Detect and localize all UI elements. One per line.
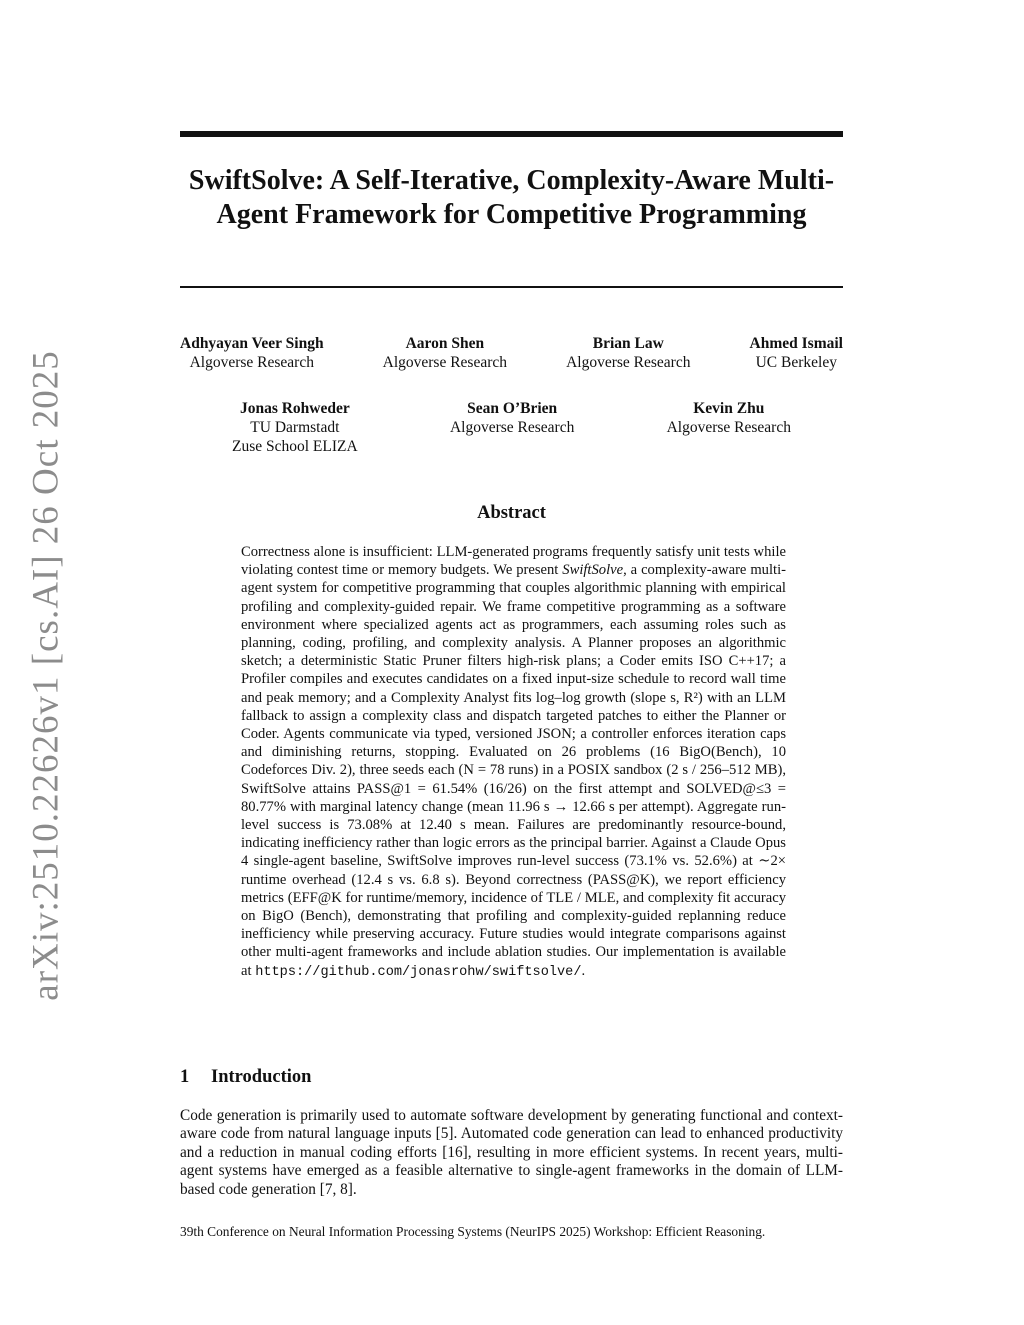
author-affiliation: Algoverse Research bbox=[189, 354, 314, 371]
author-name: Brian Law bbox=[592, 335, 664, 352]
section-number: 1 bbox=[180, 1067, 190, 1087]
author-affiliation: Algoverse Research bbox=[449, 419, 575, 436]
section-heading bbox=[180, 1067, 311, 1088]
author-name: Jonas Rohweder bbox=[239, 400, 350, 417]
title-rule-bottom bbox=[180, 286, 843, 288]
author-block bbox=[450, 399, 574, 456]
intro-paragraph: Code generation is primarily used to automate software development by generating functional and context-aware code from natural language inputs [5]. Automated code generation can lead to enhanced productivity and a reduction in manual coding efforts [16], resulting in more efficient systems. In recent years, multi-agent systems have emerged as a feasible alternative to single-agent frameworks in the domain of LLM-based code generation [7, 8]. bbox=[180, 1107, 843, 1198]
title-rule-top bbox=[180, 131, 843, 137]
abstract-body bbox=[241, 543, 786, 982]
arxiv-id: arXiv:2510.22626v1 [cs.AI] 26 Oct 2025 bbox=[25, 349, 67, 1001]
authors-row-1 bbox=[180, 334, 843, 372]
arxiv-stamp bbox=[16, 349, 76, 1001]
repo-link[interactable]: https://github.com/jonasrohw/swiftsolve/ bbox=[255, 964, 582, 980]
abstract-system-name: SwiftSolve bbox=[562, 562, 624, 579]
section-title: Introduction bbox=[211, 1067, 312, 1087]
author-affiliation: Algoverse Research bbox=[566, 354, 691, 371]
author-block bbox=[667, 399, 791, 456]
author-name: Sean O’Brien bbox=[467, 400, 558, 417]
author-affiliation: TU Darmstadt bbox=[250, 419, 340, 436]
abstract-end: . bbox=[581, 962, 586, 979]
abstract-text: Correctness alone is insufficient: LLM-generated programs frequently satisfy unit tests while violating contest time or memory budgets. We present bbox=[241, 544, 786, 579]
authors-row-2 bbox=[180, 399, 843, 456]
author-name: Aaron Shen bbox=[405, 335, 485, 352]
paper-title: SwiftSolve: A Self-Iterative, Complexity-Aware Multi-Agent Framework for Competitive Programming bbox=[188, 165, 835, 230]
author-name: Kevin Zhu bbox=[693, 400, 765, 417]
abstract-text: , a complexity-aware multi-agent system for competitive programming that couples algorithmic planning with empirical profiling and complexity-guided repair. We frame competitive programming as a software environment where specialized agents act as programmers, each assuming roles such as planning, coding, profiling, and complexity analysis. A Planner proposes an algorithmic sketch; a deterministic Static Pruner filters high-risk plans; a Coder emits ISO C++17; a Profiler compiles and executes candidates on a fixed input-size schedule to record wall time and peak memory; and a Complexity Analyst fits log–log growth (slope s, R²) with an LLM fallback to assign a complexity class and dispatch targeted patches to either the Planner or Coder. Agents communicate via typed, versioned JSON; a controller enforces iteration caps and diminishing returns, stopping. Evaluated on 26 problems (16 BigO(Bench), 10 Codeforces Div. 2), three seeds each (N = 78 runs) in a POSIX sandbox (2 s / 256–512 MB), SwiftSolve attains PASS@1 = 61.54% (16/26) on the first attempt and SOLVED@≤3 = 80.77% with marginal latency change (mean 11.96 s → 12.66 s per attempt). Aggregate run-level success is 73.08% at 12.40 s mean. Failures are predominantly resource-bound, indicating inefficiency rather than logic errors as the principal barrier. Against a Claude Opus 4 single-agent baseline, SwiftSolve improves run-level success (73.1% vs. 52.6%) at ∼2× runtime overhead (12.4 s vs. 6.8 s). Beyond correctness (PASS@K), we report efficiency metrics (EFF@K for runtime/memory, incidence of TLE / MLE, and complexity fit accuracy on BigO (Bench), demonstrating that profiling and complexity-guided replanning reduce inefficiency while preserving accuracy. Future studies would integrate comparisons against other multi-agent frameworks and include ablation studies. Our implementation is available at bbox=[241, 562, 787, 979]
author-affiliation: Zuse School ELIZA bbox=[232, 438, 358, 455]
abstract-heading: Abstract bbox=[477, 503, 546, 523]
author-block bbox=[383, 334, 507, 372]
author-block bbox=[180, 334, 324, 372]
venue-footnote: 39th Conference on Neural Information Processing Systems (NeurIPS 2025) Workshop: Efficient Reasoning. bbox=[180, 1224, 766, 1239]
author-affiliation: UC Berkeley bbox=[755, 354, 837, 371]
author-block bbox=[750, 334, 843, 372]
author-affiliation: Algoverse Research bbox=[382, 354, 508, 371]
author-name: Ahmed Ismail bbox=[749, 335, 843, 352]
author-affiliation: Algoverse Research bbox=[666, 419, 791, 436]
author-name: Adhyayan Veer Singh bbox=[180, 335, 324, 352]
author-block bbox=[232, 399, 358, 456]
author-block bbox=[566, 334, 690, 372]
